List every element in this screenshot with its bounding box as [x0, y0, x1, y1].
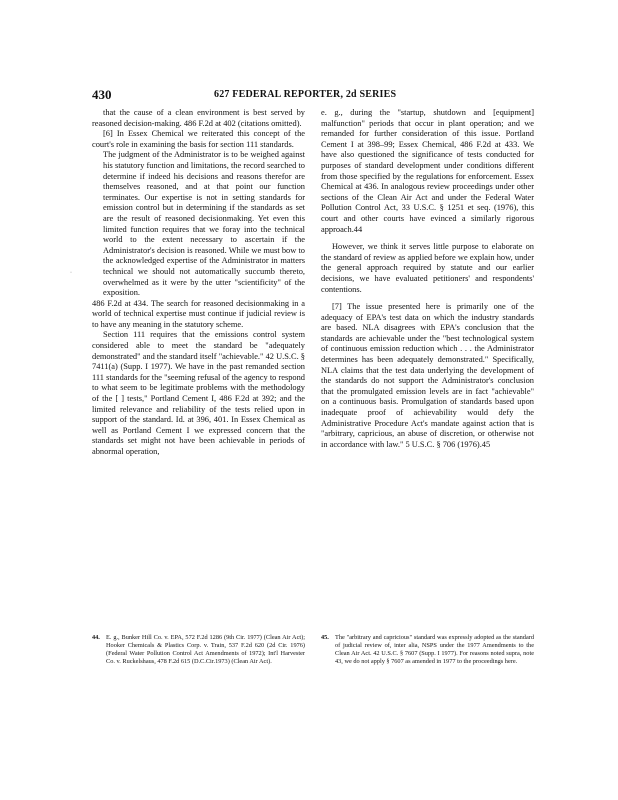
footnote-44-text: E. g., Bunker Hill Co. v. EPA, 572 F.2d 1286 (9th Cir. 1977) (Clean Air Act); Hooker Chemicals & Plastics Corp. v. Train, 537 F.2d 620 (2d Cir. 1976) (Federal Water Pollution Control Act Amendments of 1972); Int'l Harvester Co. v. Ruckelshaus, 478 F.2d 615 (D.C.Cir.1973) (Clean Air Act). — [106, 634, 305, 665]
margin-mark: · — [70, 270, 72, 276]
right-paragraph-3: [7] The issue presented here is primarily one of the adequacy of EPA's test data on which the industry standards are based. NLA disagrees with EPA's conclusion that the standards are achievable under the "best technological system of continuous emission reduction which . . . the Administrator determines has been adequately demonstrated." Specifically, NLA claims that the test data underlying the development of the standards do not support the Administrator's conclusion that the promulgated emission levels are in fact "achievable" on a continuous basis. Promulgation of standards based upon inadequate proof of achievability would defy the Administrative Procedure Act's mandate against action that is "arbitrary, capricious, an abuse of discretion, or otherwise not in accordance with law." 5 U.S.C. § 706 (1976).45 — [321, 302, 534, 449]
right-paragraph-1: e. g., during the "startup, shutdown and [equipment] malfunction" periods that occur in plant operation; and we remanded for further consideration of this issue. Portland Cement I at 398–99; Essex Chemical, 486 F.2d at 433. We have also questioned the significance of tests conducted for purposes of standard development under conditions different from those specified by the regulations for enforcement. Essex Chemical at 436. In analogous review proceedings under other sections of the Clean Air Act and under the Federal Water Pollution Control Act, 33 U.S.C. § 1251 et seq. (1976), this court and other courts have evinced a similarly rigorous approach.44 — [321, 108, 534, 234]
block-quote: The judgment of the Administrator is to be weighed against his statutory function and limitations, the record searched to determine if indeed his decisions and reasons therefor are themselves reasoned, and at that point our function terminates. Our expertise is not in setting standards for emission control but in determining if the standards as set are the result of reasoned decisionmaking. Yet even this limited function requires that we foray into the technical world to the extent necessary to ascertain if the Administrator's decision is reasoned. While we must bow to the acknowledged expertise of the Administrator in matters technical we should not automatically succumb thereto, overwhelmed as it were by the utter "scientificity" of the exposition. — [103, 150, 305, 298]
footnote-45-text: The "arbitrary and capricious" standard was expressly adopted as the standard of judicial review of, inter alia, NSPS under the 1977 Amendments to the Clean Air Act. 42 U.S.C. § 7607 (Supp. I 1977). For reasons noted supra, note 43, we do not apply § 7607 as amended in 1977 to the proceedings here. — [335, 634, 534, 665]
left-paragraph-4: Section 111 requires that the emissions control system considered able to meet the standard be "adequately demonstrated" and the standard itself "achievable." 42 U.S.C. § 7411(a) (Supp. I 1977). We have in the past remanded section 111 standards for the "seeming refusal of the agency to respond to what seem to be legitimate problems with the methodology of the [ ] tests," Portland Cement I, 486 F.2d at 392; and the limited relevance and reliability of the tests relied upon in support of the standard. Id. at 396, 401. In Essex Chemical as well as Portland Cement I we expressed concern that the standards set might not have been achievable in periods of abnormal operation, — [92, 330, 305, 456]
left-paragraph-2: [6] In Essex Chemical we reiterated this concept of the court's role in examining the basis for section 111 standards. — [92, 129, 305, 149]
right-column — [321, 108, 534, 450]
footnote-45-number: 45. — [321, 634, 329, 641]
footnote-44-number: 44. — [92, 634, 100, 641]
left-paragraph-1: that the cause of a clean environment is best served by reasoned decision-making. 486 F.2d at 402 (citations omitted). — [92, 108, 305, 128]
page-number: 430 — [92, 87, 112, 102]
left-column — [92, 108, 305, 458]
running-header — [92, 87, 534, 103]
left-paragraph-3: 486 F.2d at 434. The search for reasoned decisionmaking in a world of technical expertise must continue if judicial review is to have any meaning in the statutory scheme. — [92, 298, 305, 329]
running-title: 627 FEDERAL REPORTER, 2d SERIES — [214, 89, 397, 100]
right-paragraph-2: However, we think it serves little purpose to elaborate on the standard of review as applied before we explain how, under the general approach required by statute and our earlier decisions, we have evaluated petitioners' and respondents' contentions. — [321, 242, 534, 294]
footnote-44 — [92, 634, 305, 666]
footnote-45 — [321, 634, 534, 666]
